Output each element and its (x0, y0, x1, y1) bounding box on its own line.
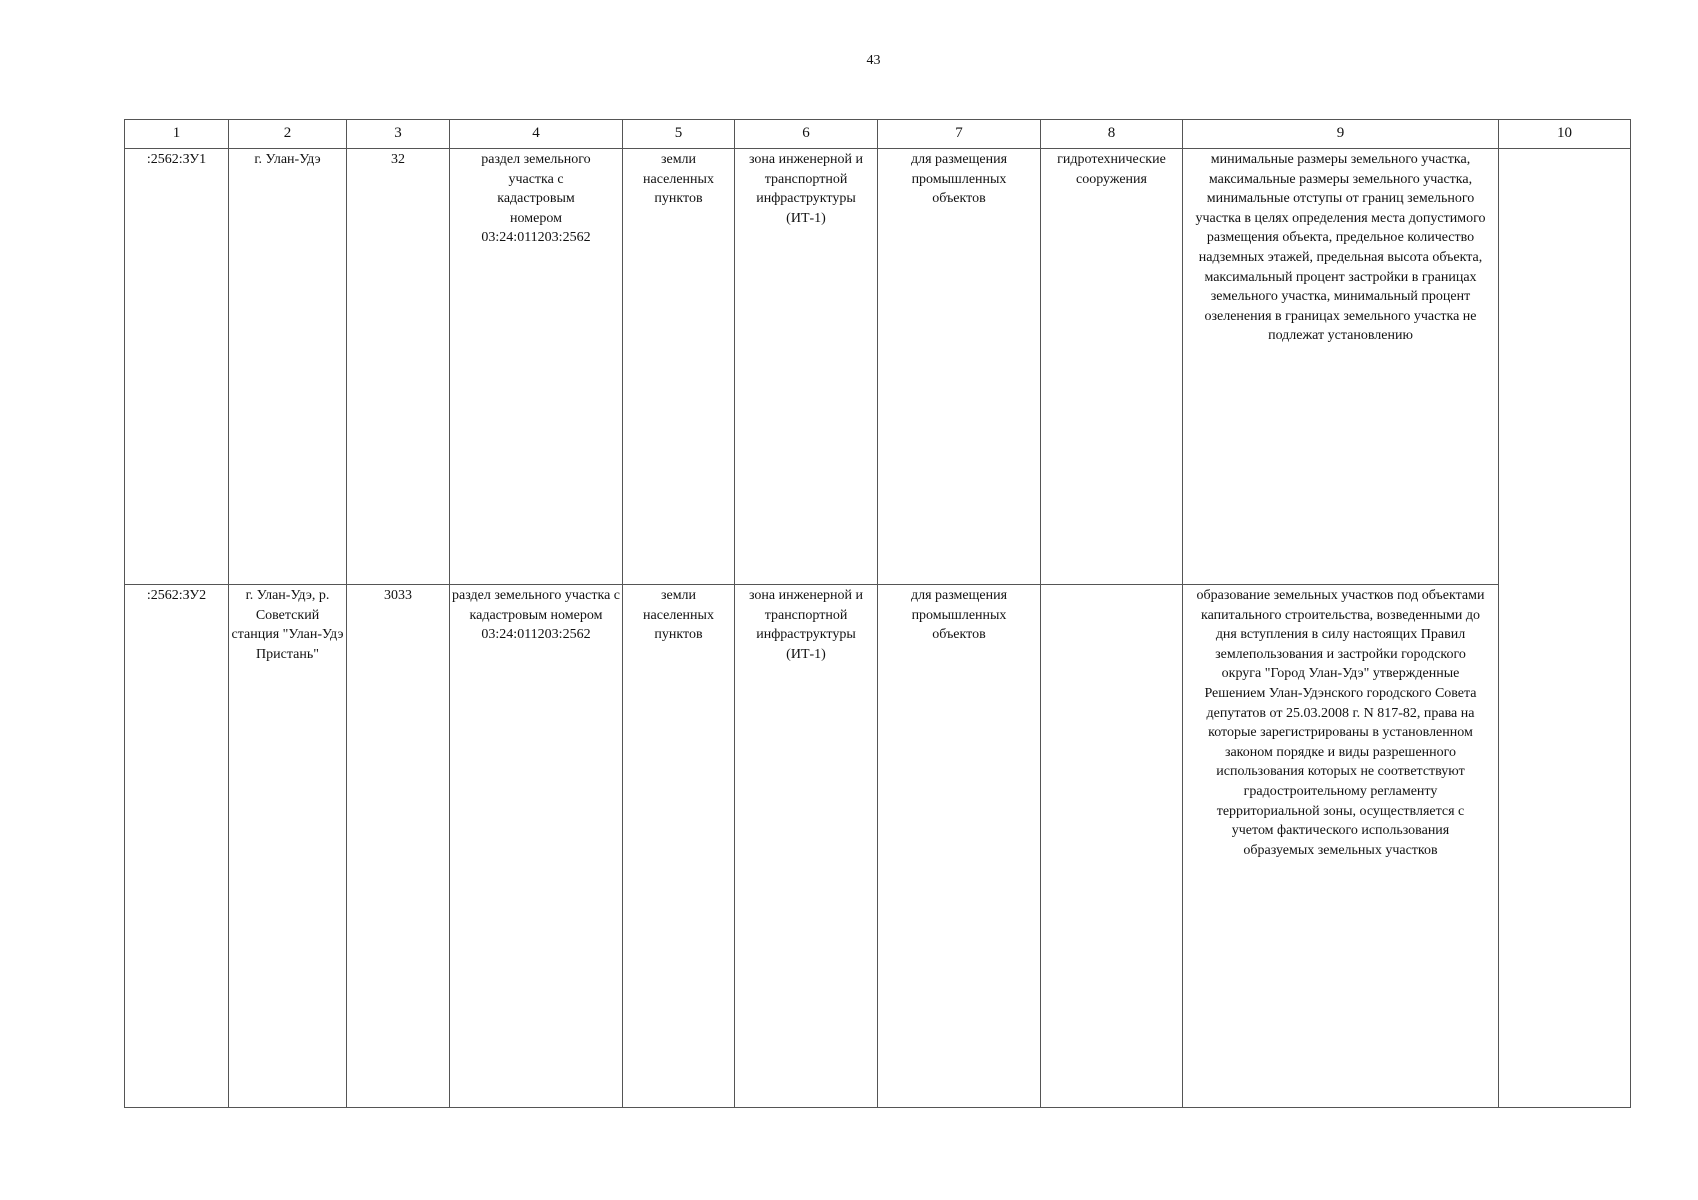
formation-method-cell: раздел земельного участка с кадастровым номером 03:24:011203:2562 (450, 149, 623, 585)
header-cell: 10 (1499, 120, 1631, 149)
plot-id-cell: :2562:ЗУ1 (125, 149, 229, 585)
formation-method-cell: раздел земельного участка с кадастровым номером 03:24:011203:2562 (450, 585, 623, 1108)
header-cell: 9 (1183, 120, 1499, 149)
permitted-use-extra-cell (1041, 585, 1183, 1108)
table-row (125, 149, 1631, 585)
header-cell: 3 (347, 120, 450, 149)
permitted-use-cell: для размещения промышленных объектов (878, 585, 1041, 1108)
area-cell: 32 (347, 149, 450, 585)
notes-cell: минимальные размеры земельного участка, максимальные размеры земельного участка, минимальные отступы от границ земельного участка в целях определения места допустимого размещения объекта, предельное количество надземных этажей, предельная высота объекта, максимальный процент застройки в границах земельного участка, минимальный процент озеленения в границах земельного участка не подлежат установлению (1183, 149, 1499, 585)
territorial-zone-cell: зона инженерной и транспортной инфраструктуры (ИТ-1) (735, 149, 878, 585)
land-category-cell: земли населенных пунктов (623, 585, 735, 1108)
area-cell: 3033 (347, 585, 450, 1108)
header-cell: 7 (878, 120, 1041, 149)
header-cell: 5 (623, 120, 735, 149)
header-cell: 8 (1041, 120, 1183, 149)
permitted-use-cell: для размещения промышленных объектов (878, 149, 1041, 585)
header-cell: 4 (450, 120, 623, 149)
header-cell: 6 (735, 120, 878, 149)
header-cell: 1 (125, 120, 229, 149)
land-category-cell: земли населенных пунктов (623, 149, 735, 585)
page-number: 43 (866, 53, 881, 68)
location-cell: г. Улан-Удэ (229, 149, 347, 585)
header-cell: 2 (229, 120, 347, 149)
header-row (125, 120, 1631, 149)
land-plots-table (124, 119, 1631, 1108)
territorial-zone-cell: зона инженерной и транспортной инфраструктуры (ИТ-1) (735, 585, 878, 1108)
table-row (125, 585, 1631, 1108)
location-cell: г. Улан-Удэ, р. Советский станция "Улан-Удэ Пристань" (229, 585, 347, 1108)
permitted-use-extra-cell: гидротехнические сооружения (1041, 149, 1183, 585)
plot-id-cell: :2562:ЗУ2 (125, 585, 229, 1108)
notes-cell: образование земельных участков под объектами капитального строительства, возведенными до дня вступления в силу настоящих Правил землепользования и застройки городского округа "Город Улан-Удэ" утвержденные Решением Улан-Удэнского городского Совета депутатов от 25.03.2008 г. N 817-82, права на которые зарегистрированы в установленном законом порядке и виды разрешенного использования которых не соответствуют градостроительному регламенту территориальной зоны, осуществляется с учетом фактического использования образуемых земельных участков (1183, 585, 1499, 1108)
column-10-cell (1499, 149, 1631, 1108)
